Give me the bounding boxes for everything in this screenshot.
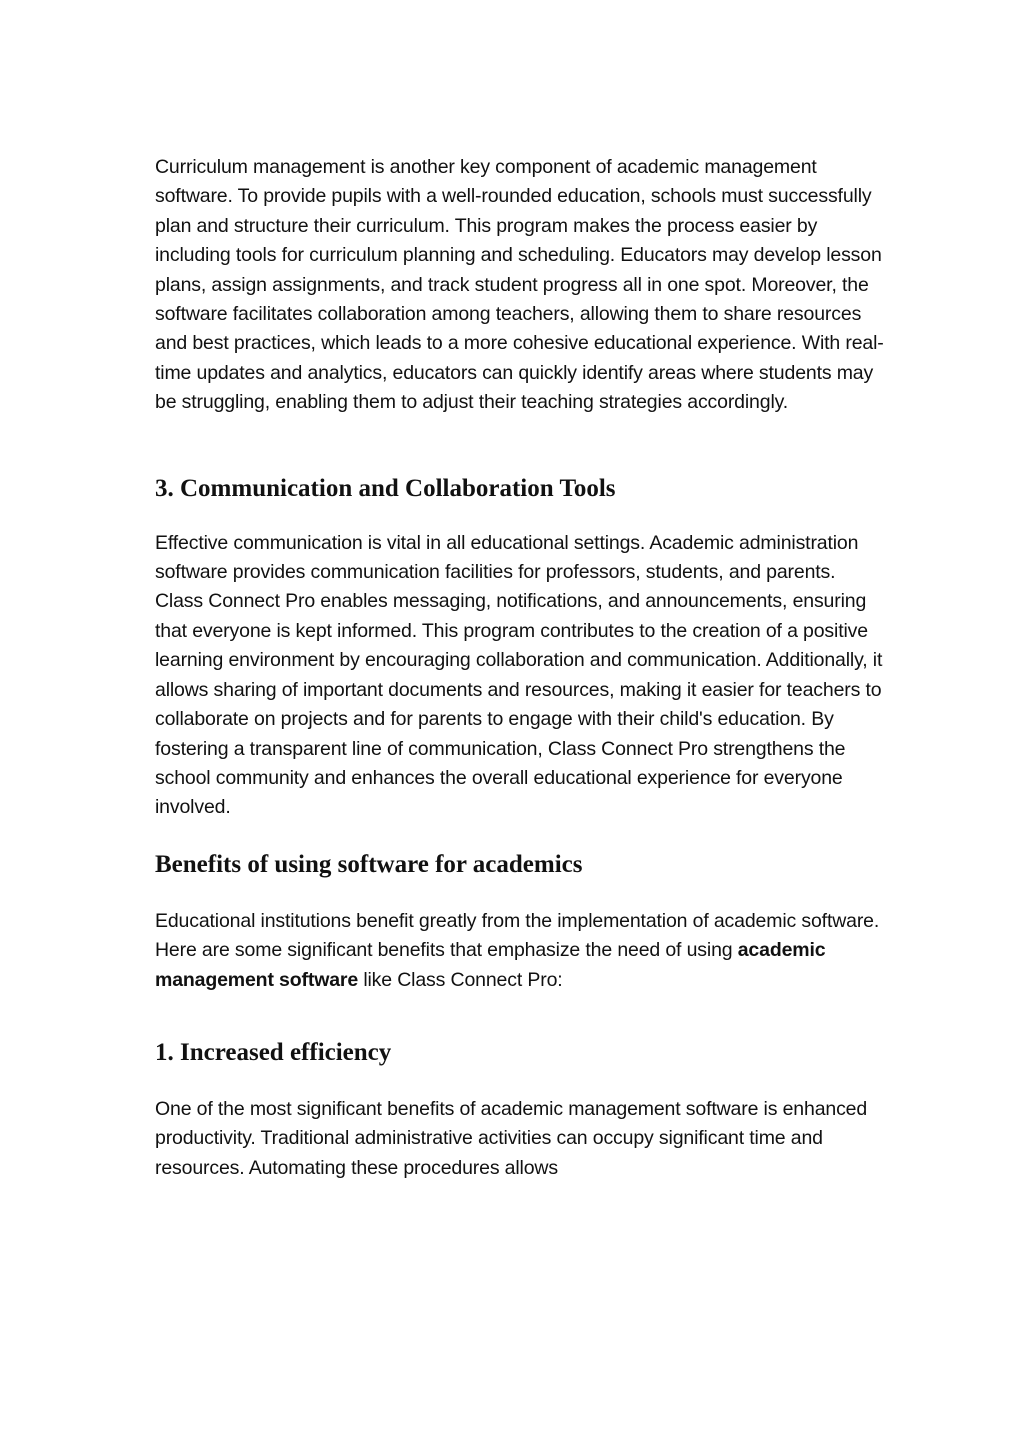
heading-communication-tools: 3. Communication and Collaboration Tools	[155, 474, 616, 502]
paragraph-effective-communication: Effective communication is vital in all educational settings. Academic administration software provides communication facilities for professors, students, and parents. Class Connect Pro enables messaging, notifications, and announcements, ensuring that everyone is kept informed. This program contributes to the creation of a positive learning environment by encouraging collaboration and communication. Additionally, it allows sharing of important documents and resources, making it easier for teachers to collaborate on projects and for parents to engage with their child's education. By fostering a transparent line of communication, Class Connect Pro strengthens the school community and enhances the overall educational experience for everyone involved.	[155, 531, 883, 819]
paragraph-benefits-intro	[155, 907, 885, 995]
heading-increased-efficiency: 1. Increased efficiency	[155, 1038, 392, 1066]
paragraph-curriculum-management: Curriculum management is another key component of academic management software. To provide pupils with a well-rounded education, schools must successfully plan and structure their curriculum. This program makes the process easier by including tools for curriculum planning and scheduling. Educators may develop lesson plans, assign assignments, and track student progress all in one spot. Moreover, the software facilitates collaboration among teachers, allowing them to share resources and best practices, which leads to a more cohesive educational experience. With real-time updates and analytics, educators can quickly identify areas where students may be struggling, enabling them to adjust their teaching strategies accordingly.	[155, 156, 884, 414]
heading-benefits: Benefits of using software for academics	[155, 850, 583, 878]
bold-keyword-academic-management-software: academic management software	[155, 939, 826, 991]
benefits-intro-tail: like Class Connect Pro:	[358, 968, 563, 991]
paragraph-increased-efficiency: One of the most significant benefits of academic management software is enhanced productivity. Traditional administrative activities can occupy significant time and resources. Automating these procedures allows	[155, 1097, 868, 1179]
document-body	[155, 153, 885, 1183]
benefits-intro-text: Educational institutions benefit greatly from the implementation of academic software. Here are some significant benefits that emphasize the need of using	[155, 909, 880, 962]
